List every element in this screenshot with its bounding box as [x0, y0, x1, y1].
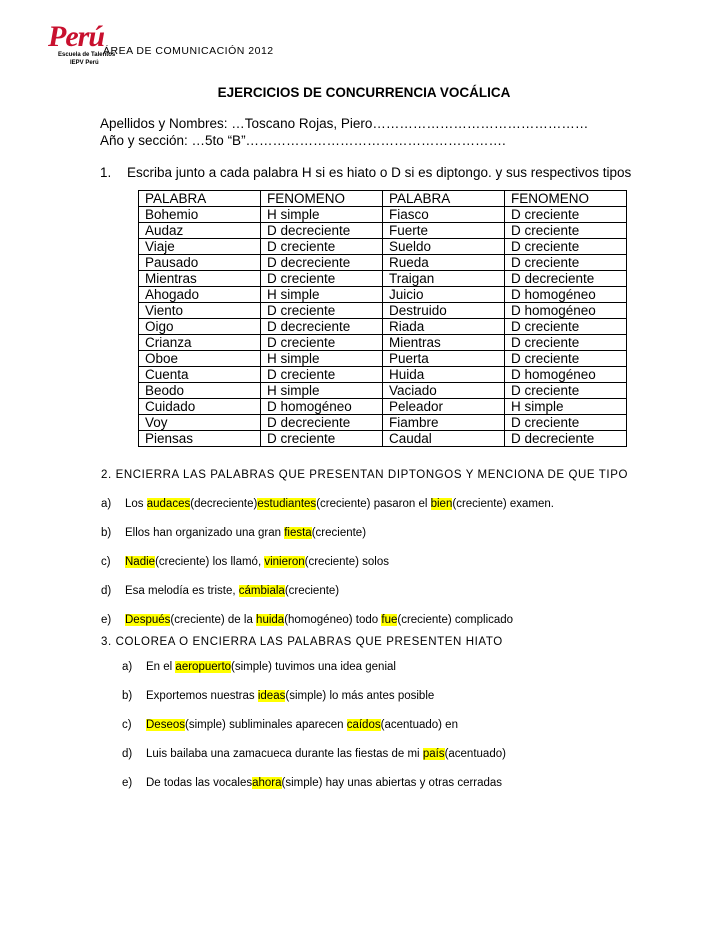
table-row: [139, 287, 627, 303]
table-cell: D creciente: [505, 207, 627, 223]
table-cell: Rueda: [383, 255, 505, 271]
classification-table: [138, 190, 627, 447]
table-row: [139, 415, 627, 431]
exercise-text: Luis bailaba una zamacueca durante las fiestas de mi: [146, 748, 423, 760]
table-cell: D creciente: [505, 335, 627, 351]
exercise-text: (creciente) de la: [170, 614, 257, 626]
table-cell: Viento: [139, 303, 261, 319]
table-cell: Cuenta: [139, 367, 261, 383]
table-cell: Beodo: [139, 383, 261, 399]
highlighted-word: audaces: [146, 498, 191, 510]
table-header-cell: PALABRA: [139, 191, 261, 207]
table-cell: Puerta: [383, 351, 505, 367]
section-3-title: 3. COLOREA O ENCIERRA LAS PALABRAS QUE PRESENTEN HIATO: [101, 636, 503, 648]
table-cell: D homogéneo: [505, 367, 627, 383]
table-cell: Pausado: [139, 255, 261, 271]
exercise-item: [122, 690, 434, 702]
highlighted-word: huida: [256, 614, 285, 626]
table-cell: D creciente: [261, 431, 383, 447]
exercise-text: (creciente) examen.: [452, 498, 554, 510]
table-cell: D creciente: [505, 415, 627, 431]
exercise-item: [101, 585, 339, 597]
header-area: ÁREA DE COMUNICACIÓN 2012: [103, 45, 274, 57]
table-cell: Oboe: [139, 351, 261, 367]
section-2-title: 2. ENCIERRA LAS PALABRAS QUE PRESENTAN DIPTONGOS Y MENCIONA DE QUE TIPO: [101, 469, 629, 481]
highlighted-word: vinieron: [264, 556, 305, 568]
logo-school-name: Escuela de Talentos: [58, 52, 116, 58]
logo-word: Perú: [48, 20, 104, 53]
exercise-text: (homogéneo) todo: [284, 614, 382, 626]
name-field: Apellidos y Nombres: …Toscano Rojas, Piero…………………………………………: [100, 116, 589, 131]
table-cell: D creciente: [505, 239, 627, 255]
table-row: [139, 239, 627, 255]
table-cell: D creciente: [261, 271, 383, 287]
table-row: [139, 351, 627, 367]
table-header-cell: FENOMENO: [261, 191, 383, 207]
question-1-number: 1.: [100, 165, 112, 180]
exercise-label: c): [122, 719, 132, 731]
table-cell: D creciente: [505, 223, 627, 239]
exercise-text: (creciente): [284, 585, 340, 597]
exercise-text: (creciente) solos: [304, 556, 390, 568]
question-1-text: Escriba junto a cada palabra H si es hiato o D si es diptongo. y sus respectivos tipos: [127, 165, 632, 180]
page-title: EJERCICIOS DE CONCURRENCIA VOCÁLICA: [217, 85, 511, 100]
table-cell: Viaje: [139, 239, 261, 255]
exercise-label: a): [122, 661, 133, 673]
table-cell: Peleador: [383, 399, 505, 415]
exercise-item: [101, 527, 366, 539]
exercise-text: Exportemos nuestras: [146, 690, 258, 702]
table-cell: D creciente: [261, 367, 383, 383]
table-row: [139, 399, 627, 415]
highlighted-word: Nadie: [125, 556, 156, 568]
table-cell: Ahogado: [139, 287, 261, 303]
table-row: [139, 303, 627, 319]
table-cell: Voy: [139, 415, 261, 431]
table-header-cell: PALABRA: [383, 191, 505, 207]
exercise-label: c): [101, 556, 111, 568]
table-cell: D decreciente: [261, 223, 383, 239]
exercise-item: [101, 498, 554, 510]
table-header-row: [139, 191, 627, 207]
table-cell: D creciente: [505, 351, 627, 367]
highlighted-word: ahora: [252, 777, 282, 789]
exercise-text: (creciente): [311, 527, 367, 539]
table-row: [139, 383, 627, 399]
table-cell: Fiasco: [383, 207, 505, 223]
exercise-label: b): [122, 690, 133, 702]
table-cell: H simple: [261, 287, 383, 303]
exercise-item: [101, 556, 389, 568]
table-cell: D homogéneo: [261, 399, 383, 415]
table-cell: Fuerte: [383, 223, 505, 239]
exercise-text: (simple) tuvimos una idea genial: [231, 661, 396, 673]
table-cell: D creciente: [261, 335, 383, 351]
table-cell: D creciente: [505, 319, 627, 335]
table-row: [139, 335, 627, 351]
table-cell: Crianza: [139, 335, 261, 351]
table-cell: Audaz: [139, 223, 261, 239]
exercise-text: De todas las vocales: [146, 777, 253, 789]
exercise-text: (creciente) pasaron el: [316, 498, 431, 510]
exercise-label: b): [101, 527, 112, 539]
exercise-text: (acentuado) en: [380, 719, 458, 731]
table-row: [139, 431, 627, 447]
exercise-text: (acentuado): [444, 748, 506, 760]
exercise-text: (creciente) complicado: [397, 614, 514, 626]
exercise-item: [101, 614, 513, 626]
table-cell: D decreciente: [261, 415, 383, 431]
table-cell: Bohemio: [139, 207, 261, 223]
table-header-cell: FENOMENO: [505, 191, 627, 207]
exercise-text: Ellos han organizado una gran: [125, 527, 285, 539]
exercise-item: [122, 777, 502, 789]
table-cell: Mientras: [139, 271, 261, 287]
highlighted-word: bien: [430, 498, 453, 510]
table-row: [139, 319, 627, 335]
exercise-text: (simple) lo más antes posible: [285, 690, 435, 702]
highlighted-word: cámbiala: [238, 585, 285, 597]
highlighted-word: ideas: [257, 690, 286, 702]
exercise-text: Esa melodía es triste,: [125, 585, 239, 597]
exercise-label: d): [122, 748, 133, 760]
highlighted-word: estudiantes: [257, 498, 317, 510]
table-cell: D homogéneo: [505, 303, 627, 319]
exercise-text: En el: [146, 661, 176, 673]
table-cell: D decreciente: [261, 319, 383, 335]
table-cell: D decreciente: [505, 271, 627, 287]
exercise-text: Los: [125, 498, 147, 510]
exercise-label: e): [101, 614, 112, 626]
table-cell: Cuidado: [139, 399, 261, 415]
table-row: [139, 223, 627, 239]
table-cell: D creciente: [505, 255, 627, 271]
exercise-text: (simple) subliminales aparecen: [185, 719, 347, 731]
table-cell: D creciente: [505, 383, 627, 399]
highlighted-word: caídos: [346, 719, 381, 731]
table-cell: Riada: [383, 319, 505, 335]
table-cell: D homogéneo: [505, 287, 627, 303]
table-row: [139, 271, 627, 287]
exercise-text: (simple) hay unas abiertas y otras cerradas: [281, 777, 503, 789]
highlighted-word: Deseos: [146, 719, 185, 731]
highlighted-word: país: [422, 748, 445, 760]
grade-field: Año y sección: …5to “B”………………………………………………….: [100, 133, 506, 148]
logo-epv: IEPV Perú: [70, 60, 99, 66]
table-cell: Oigo: [139, 319, 261, 335]
table-cell: Caudal: [383, 431, 505, 447]
table-cell: D decreciente: [505, 431, 627, 447]
exercise-item: [122, 719, 458, 731]
highlighted-word: fue: [381, 614, 398, 626]
table-cell: Juicio: [383, 287, 505, 303]
exercise-item: [122, 748, 506, 760]
table-cell: Huida: [383, 367, 505, 383]
table-cell: D creciente: [261, 303, 383, 319]
exercise-label: d): [101, 585, 112, 597]
table-cell: Piensas: [139, 431, 261, 447]
table-cell: Sueldo: [383, 239, 505, 255]
highlighted-word: fiesta: [284, 527, 312, 539]
table-row: [139, 367, 627, 383]
exercise-item: [122, 661, 396, 673]
table-row: [139, 207, 627, 223]
school-logo: [46, 20, 118, 66]
table-cell: Destruido: [383, 303, 505, 319]
table-cell: H simple: [261, 351, 383, 367]
table-row: [139, 255, 627, 271]
highlighted-word: aeropuerto: [175, 661, 232, 673]
exercise-label: a): [101, 498, 112, 510]
highlighted-word: Después: [125, 614, 171, 626]
table-cell: H simple: [261, 383, 383, 399]
table-cell: H simple: [261, 207, 383, 223]
exercise-label: e): [122, 777, 133, 789]
exercise-text: (creciente) los llamó,: [155, 556, 265, 568]
table-cell: Vaciado: [383, 383, 505, 399]
table-cell: D decreciente: [261, 255, 383, 271]
table-cell: H simple: [505, 399, 627, 415]
table-cell: Mientras: [383, 335, 505, 351]
table-cell: Traigan: [383, 271, 505, 287]
exercise-text: (decreciente): [190, 498, 258, 510]
table-cell: Fiambre: [383, 415, 505, 431]
table-cell: D creciente: [261, 239, 383, 255]
question-1: [100, 165, 631, 180]
